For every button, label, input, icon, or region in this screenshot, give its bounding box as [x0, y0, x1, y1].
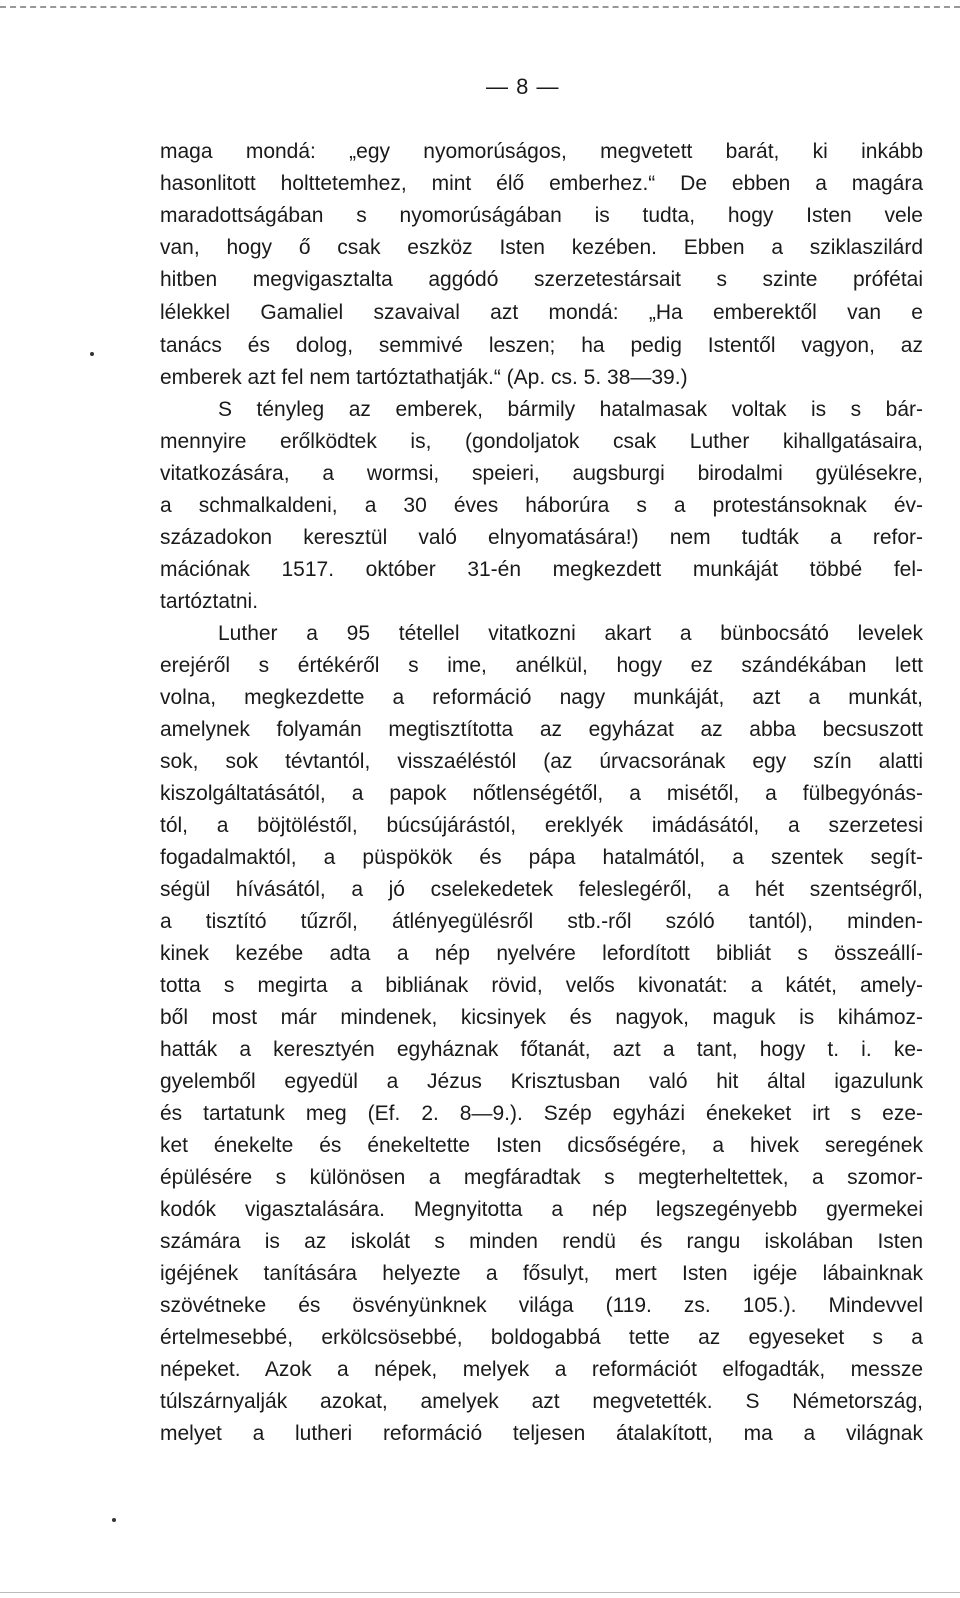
text-line: hitben megvigasztalta aggódó szerzetestársait s szinte prófétai: [160, 268, 923, 291]
text-line: igéjének tanítására helyezte a fősulyt, mert Isten igéje lábainknak: [160, 1262, 923, 1285]
text-line: van, hogy ő csak eszköz Isten kezében. Ebben a sziklaszilárd: [160, 236, 923, 259]
text-line: volna, megkezdette a reformáció nagy munkáját, azt a munkát,: [160, 686, 923, 709]
text-line: ségül hívásától, a jó cselekedetek feleslegéről, a hét szentségről,: [160, 878, 923, 901]
text-line: sok, sok tévtantól, visszaéléstól (az úrvacsorának egy szín alatti: [160, 750, 923, 773]
paragraph-first-line: Luther a 95 tétellel vitatkozni akart a bünbocsátó levelek: [218, 622, 923, 645]
text-line: hasonlitott holttetemhez, mint élő emberhez.“ De ebben a magára: [160, 172, 923, 195]
text-line: hatták a keresztyén egyháznak főtanát, azt a tant, hogy t. i. ke-: [160, 1038, 923, 1061]
print-speck: [90, 352, 94, 356]
text-line: és tartatunk meg (Ef. 2. 8—9.). Szép egyházi énekeket irt s eze-: [160, 1102, 923, 1125]
text-line: tartóztatni.: [160, 590, 259, 613]
text-line: melyet a lutheri reformáció teljesen átalakított, ma a világnak: [160, 1422, 923, 1445]
text-line: tól, a böjtöléstől, búcsújárástól, ereklyék imádásától, a szerzetesi: [160, 814, 923, 837]
text-line: túlszárnyalják azokat, amelyek azt megvetették. S Németország,: [160, 1390, 923, 1413]
text-line: mációnak 1517. október 31-én megkezdett munkáját többé fel-: [160, 558, 923, 581]
page-number: — 8 —: [486, 74, 560, 99]
text-line: amelynek folyamán megtisztította az egyházat az abba becsuszott: [160, 718, 923, 741]
text-line: számára is az iskolát s minden rendü és rangu iskolában Isten: [160, 1230, 923, 1253]
text-line: kiszolgáltatásától, a papok nőtlenségétől, a misétől, a fülbegyónás-: [160, 782, 923, 805]
text-line: tanács és dolog, semmivé leszen; ha pedig Istentől vagyon, az: [160, 334, 923, 357]
bottom-edge-rule: [0, 1592, 960, 1593]
text-line: ből most már mindenek, kicsinyek és nagyok, maguk is kihámoz-: [160, 1006, 923, 1029]
text-line: épülésére s különösen a megfáradtak s megterheltettek, a szomor-: [160, 1166, 923, 1189]
text-line: a tisztító tűzről, átlényegülésről stb.-ről szóló tantól), minden-: [160, 910, 923, 933]
text-line: erejéről s értékéről s ime, anélkül, hogy ez szándékában lett: [160, 654, 923, 677]
text-line: kodók vigasztalására. Megnyitotta a nép legszegényebb gyermekei: [160, 1198, 923, 1221]
text-line: szövétneke és ösvényünknek világa (119. zs. 105.). Mindevvel: [160, 1294, 923, 1317]
text-line: maga mondá: „egy nyomorúságos, megvetett barát, ki inkább: [160, 140, 923, 163]
text-line: gyelemből egyedül a Jézus Krisztusban való hit által igazulunk: [160, 1070, 923, 1093]
text-line: maradottságában s nyomorúságában is tudta, hogy Isten vele: [160, 204, 923, 227]
text-line: fogadalmaktól, a püspökök és pápa hatalmától, a szentek segít-: [160, 846, 923, 869]
text-line: kinek kezébe adta a nép nyelvére lefordított bibliát s összeállí-: [160, 942, 923, 965]
paragraph-first-line: S tényleg az emberek, bármily hatalmasak voltak is s bár-: [218, 398, 923, 421]
text-line: totta s megirta a bibliának rövid, velős kivonatát: a kátét, amely-: [160, 974, 923, 997]
text-line: emberek azt fel nem tartóztathatják.“ (Ap. cs. 5. 38—39.): [160, 366, 688, 389]
text-line: vitatkozására, a wormsi, speieri, augsburgi birodalmi gyülésekre,: [160, 462, 923, 485]
text-line: lélekkel Gamaliel szavaival azt mondá: „Ha emberektől van e: [160, 301, 923, 324]
print-speck: [112, 1518, 116, 1522]
text-line: ket énekelte és énekeltette Isten dicsőségére, a hivek seregének: [160, 1134, 923, 1157]
text-line: századokon keresztül való elnyomatására!) nem tudták a refor-: [160, 526, 923, 549]
top-edge-rule: [0, 6, 960, 8]
text-line: a schmalkaldeni, a 30 éves háborúra s a protestánsoknak év-: [160, 494, 923, 517]
text-line: népeket. Azok a népek, melyek a reformációt elfogadták, messze: [160, 1358, 923, 1381]
text-line: értelmesebbé, erkölcsösebbé, boldogabbá tette az egyeseket s a: [160, 1326, 923, 1349]
text-line: mennyire erőlködtek is, (gondoljatok csak Luther kihallgatásaira,: [160, 430, 923, 453]
